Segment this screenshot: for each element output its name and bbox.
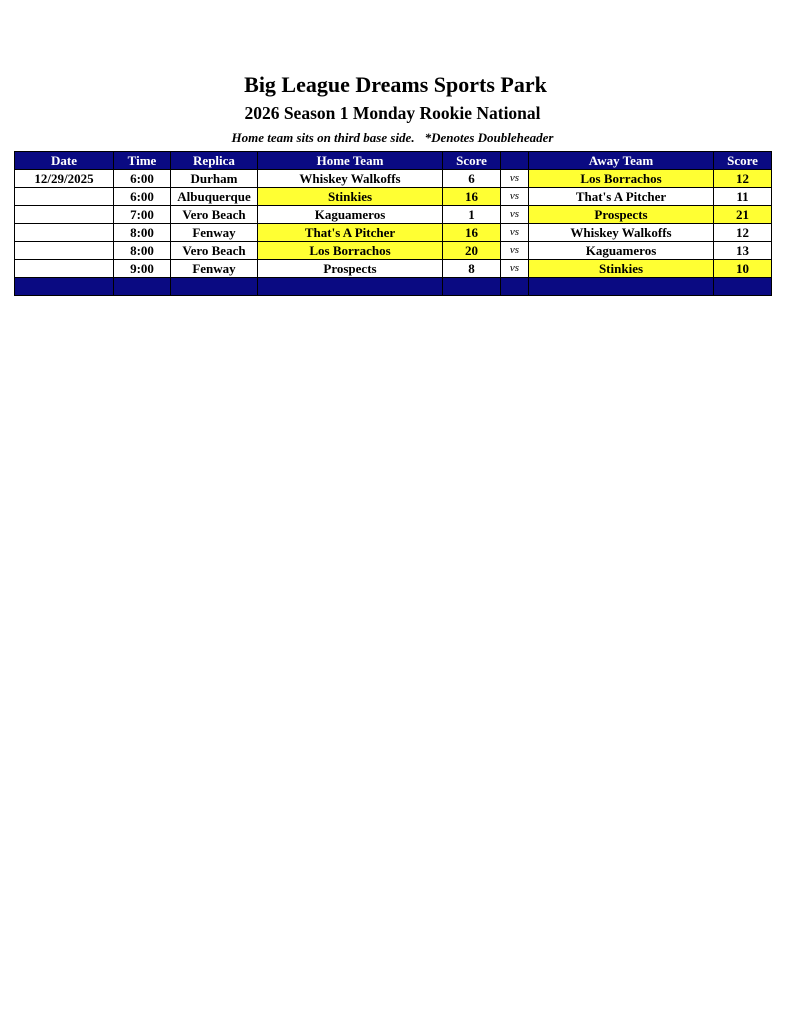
away-team-cell: Stinkies bbox=[529, 260, 714, 278]
column-header-home-score: Score bbox=[443, 152, 501, 170]
schedule-note bbox=[0, 129, 785, 147]
away-score-cell: 13 bbox=[714, 242, 772, 260]
away-score-cell: 12 bbox=[714, 224, 772, 242]
replica-cell: Durham bbox=[171, 170, 258, 188]
table-row bbox=[15, 242, 772, 260]
away-team-cell: Kaguameros bbox=[529, 242, 714, 260]
table-row bbox=[15, 206, 772, 224]
time-cell: 7:00 bbox=[114, 206, 171, 224]
time-cell: 6:00 bbox=[114, 188, 171, 206]
footer-cell bbox=[443, 278, 501, 296]
column-header-away-score: Score bbox=[714, 152, 772, 170]
column-header-away-team: Away Team bbox=[529, 152, 714, 170]
vs-cell: vs bbox=[501, 206, 529, 224]
page-subtitle: 2026 Season 1 Monday Rookie National bbox=[244, 103, 541, 123]
home-team-cell: Whiskey Walkoffs bbox=[258, 170, 443, 188]
date-cell bbox=[15, 188, 114, 206]
vs-cell: vs bbox=[501, 188, 529, 206]
footer-cell bbox=[15, 278, 114, 296]
column-header-replica: Replica bbox=[171, 152, 258, 170]
home-score-cell: 6 bbox=[443, 170, 501, 188]
time-cell: 9:00 bbox=[114, 260, 171, 278]
home-team-cell: Los Borrachos bbox=[258, 242, 443, 260]
home-score-cell: 16 bbox=[443, 224, 501, 242]
replica-cell: Fenway bbox=[171, 260, 258, 278]
home-team-cell: Kaguameros bbox=[258, 206, 443, 224]
footer-cell bbox=[714, 278, 772, 296]
date-cell bbox=[15, 206, 114, 224]
home-score-cell: 20 bbox=[443, 242, 501, 260]
date-cell bbox=[15, 224, 114, 242]
home-score-cell: 16 bbox=[443, 188, 501, 206]
away-score-cell: 10 bbox=[714, 260, 772, 278]
away-score-cell: 12 bbox=[714, 170, 772, 188]
note-doubleheader: *Denotes Doubleheader bbox=[424, 130, 554, 145]
footer-cell bbox=[258, 278, 443, 296]
home-team-cell: Prospects bbox=[258, 260, 443, 278]
footer-cell bbox=[529, 278, 714, 296]
replica-cell: Albuquerque bbox=[171, 188, 258, 206]
replica-cell: Vero Beach bbox=[171, 242, 258, 260]
vs-cell: vs bbox=[501, 170, 529, 188]
column-header-home-team: Home Team bbox=[258, 152, 443, 170]
table-row bbox=[15, 170, 772, 188]
vs-cell: vs bbox=[501, 242, 529, 260]
table-row bbox=[15, 188, 772, 206]
time-cell: 8:00 bbox=[114, 242, 171, 260]
page-title: Big League Dreams Sports Park bbox=[244, 72, 547, 97]
table-footer-bar bbox=[15, 278, 772, 296]
header-row bbox=[15, 152, 772, 170]
home-team-cell: That's A Pitcher bbox=[258, 224, 443, 242]
away-score-cell: 11 bbox=[714, 188, 772, 206]
time-cell: 8:00 bbox=[114, 224, 171, 242]
home-score-cell: 8 bbox=[443, 260, 501, 278]
vs-cell: vs bbox=[501, 260, 529, 278]
date-cell: 12/29/2025 bbox=[15, 170, 114, 188]
away-score-cell: 21 bbox=[714, 206, 772, 224]
vs-cell: vs bbox=[501, 224, 529, 242]
away-team-cell: Prospects bbox=[529, 206, 714, 224]
date-cell bbox=[15, 242, 114, 260]
note-home-side: Home team sits on third base side. bbox=[231, 130, 415, 145]
replica-cell: Fenway bbox=[171, 224, 258, 242]
home-team-cell: Stinkies bbox=[258, 188, 443, 206]
table-row bbox=[15, 260, 772, 278]
footer-cell bbox=[171, 278, 258, 296]
column-header-date: Date bbox=[15, 152, 114, 170]
away-team-cell: That's A Pitcher bbox=[529, 188, 714, 206]
table-row bbox=[15, 224, 772, 242]
away-team-cell: Los Borrachos bbox=[529, 170, 714, 188]
column-header-time: Time bbox=[114, 152, 171, 170]
replica-cell: Vero Beach bbox=[171, 206, 258, 224]
footer-cell bbox=[501, 278, 529, 296]
home-score-cell: 1 bbox=[443, 206, 501, 224]
column-header-vs bbox=[501, 152, 529, 170]
time-cell: 6:00 bbox=[114, 170, 171, 188]
away-team-cell: Whiskey Walkoffs bbox=[529, 224, 714, 242]
date-cell bbox=[15, 260, 114, 278]
footer-cell bbox=[114, 278, 171, 296]
schedule-table bbox=[14, 151, 772, 296]
